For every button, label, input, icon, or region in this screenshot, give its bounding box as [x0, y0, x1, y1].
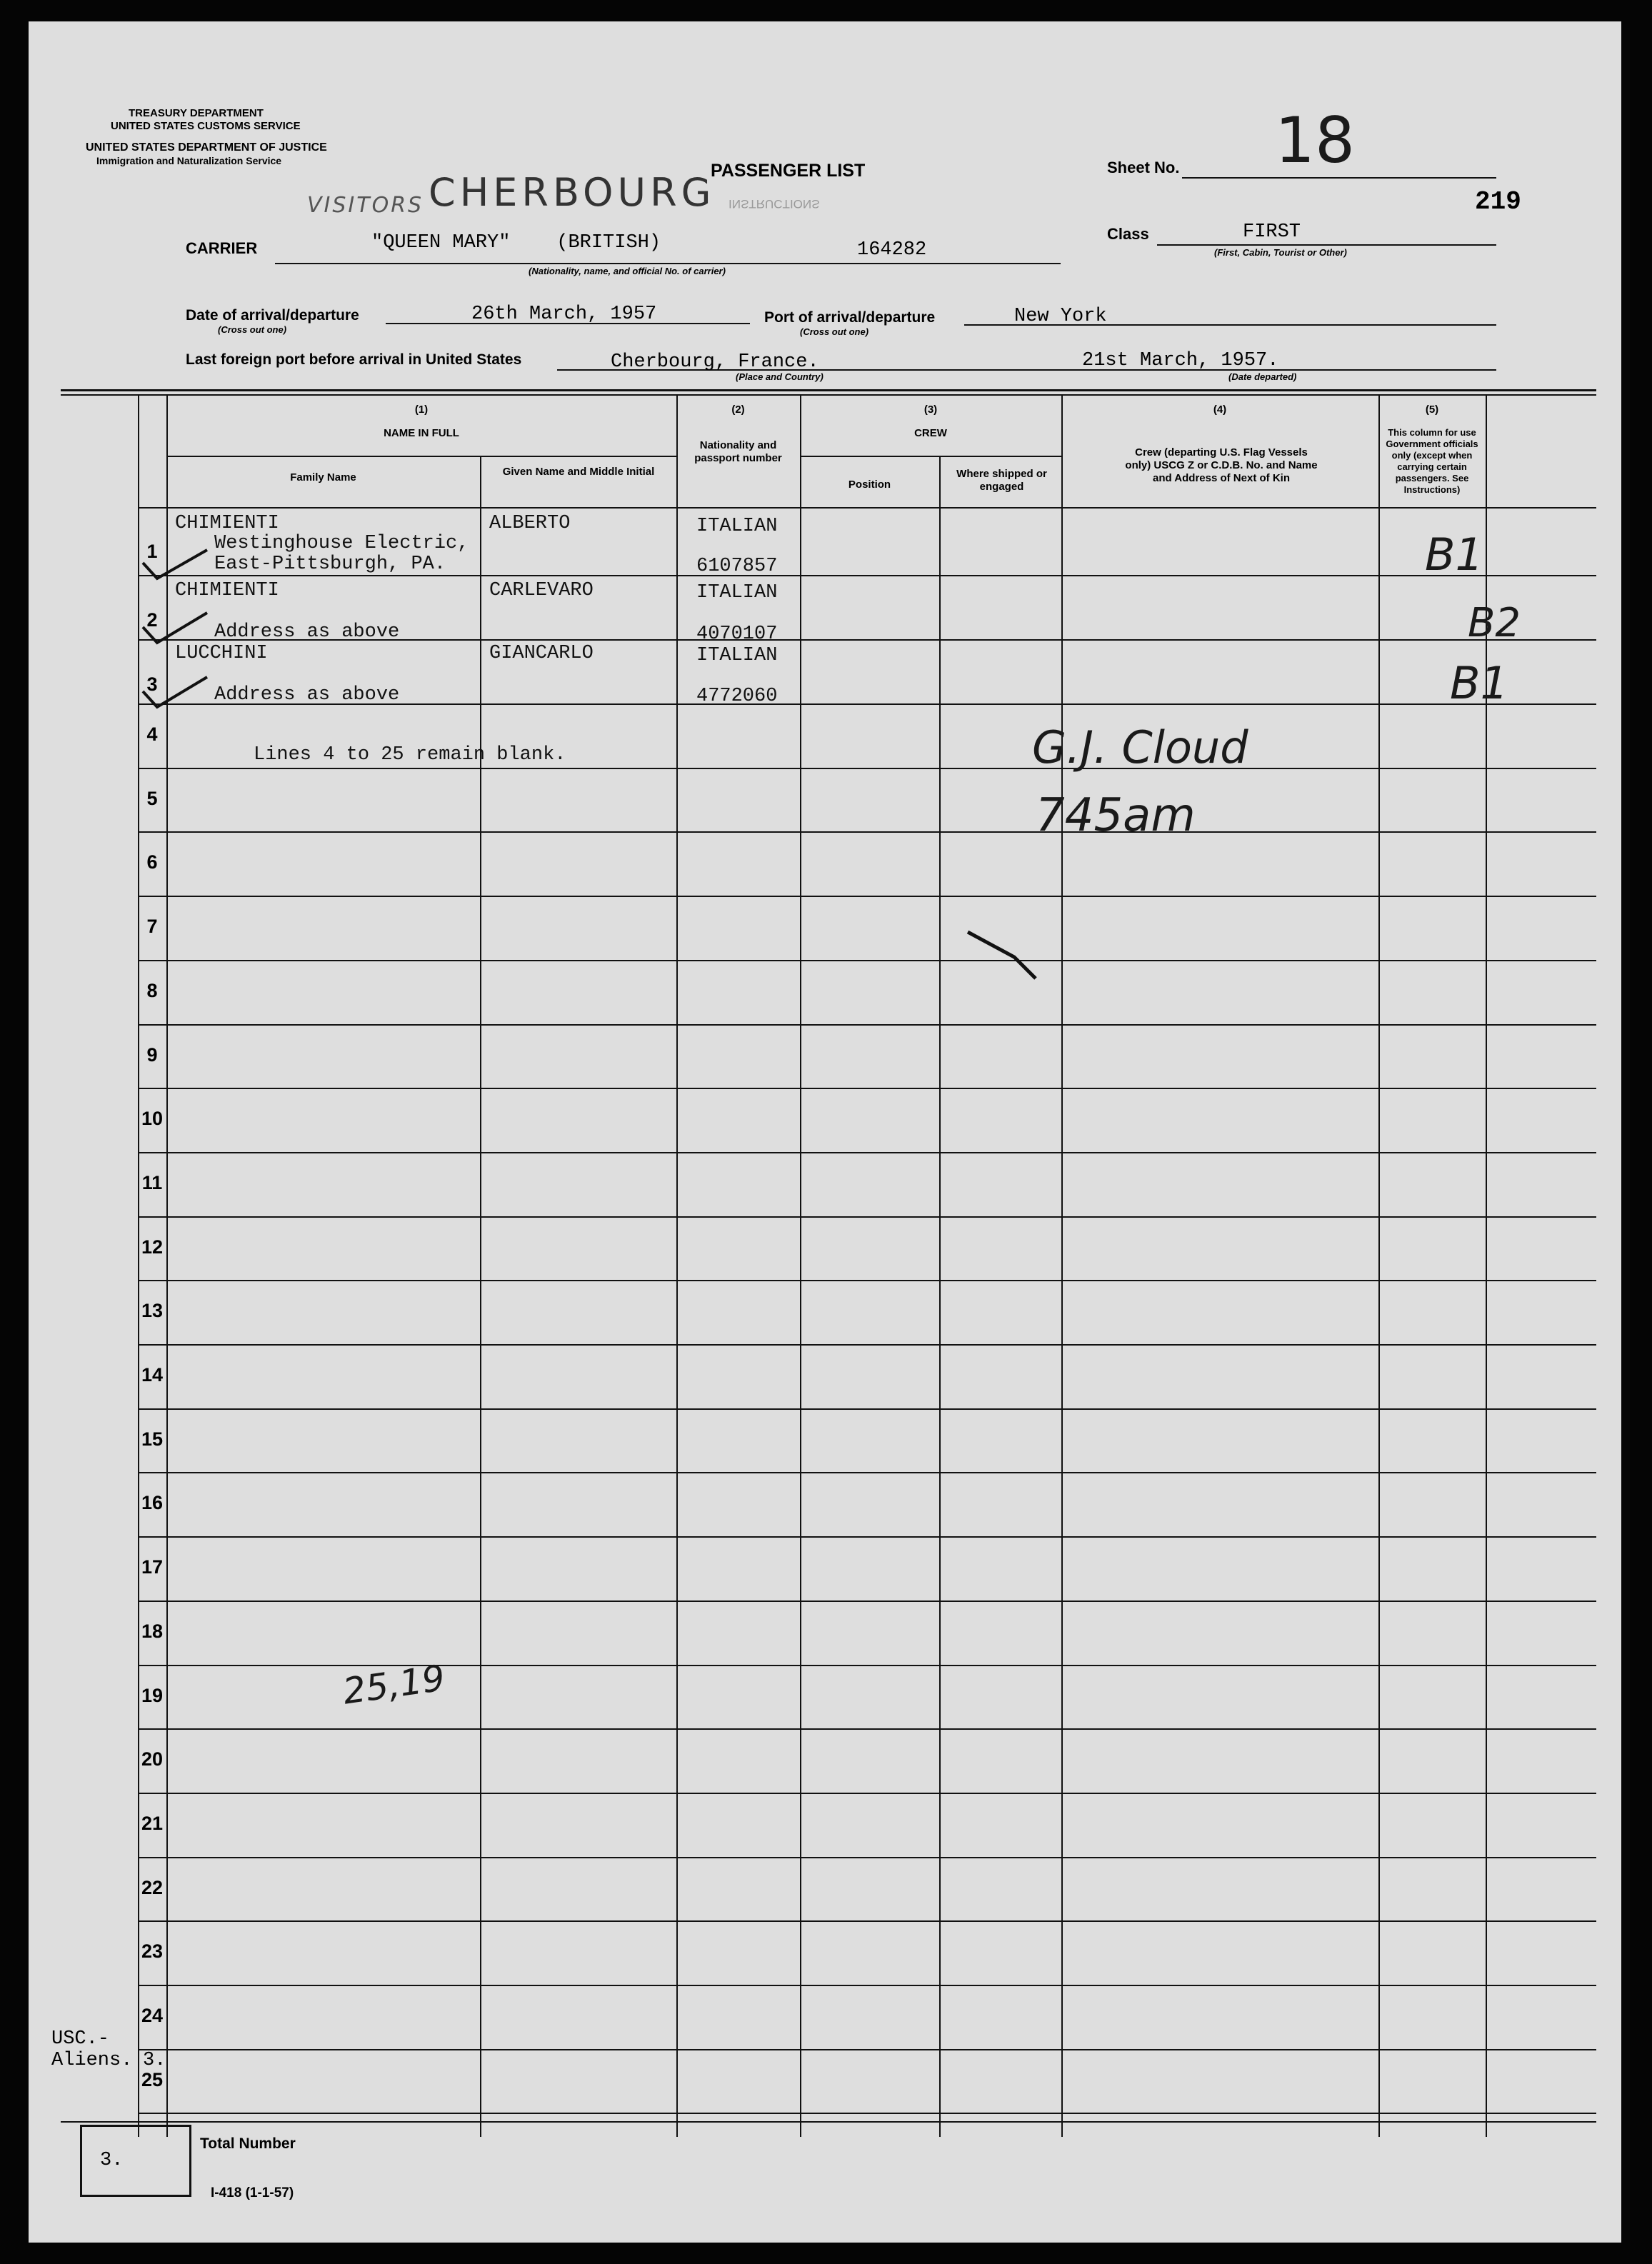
col3-title: CREW — [914, 427, 947, 439]
row-separator — [138, 1280, 1596, 1281]
row-number-21: 21 — [141, 1813, 164, 1834]
row-separator — [138, 1728, 1596, 1730]
aliens-label: Aliens. — [51, 2050, 133, 2071]
row2-given-name: CARLEVARO — [489, 580, 594, 601]
vline-position — [939, 457, 941, 2137]
row3-given-name: GIANCARLO — [489, 643, 594, 664]
row-separator — [138, 1601, 1596, 1602]
date-departed-value: 21st March, 1957. — [1082, 350, 1279, 371]
signature-time: 745am — [1036, 789, 1196, 842]
aliens-count: 3. — [143, 2050, 166, 2071]
row1-family-name: CHIMIENTI — [175, 513, 279, 534]
row-number-1: 1 — [146, 541, 158, 562]
vline-kin — [1378, 394, 1380, 2137]
justice-department-heading: UNITED STATES DEPARTMENT OF JUSTICE — [86, 141, 327, 154]
class-caption: (First, Cabin, Tourist or Other) — [1214, 247, 1347, 258]
margin-handwritten-mark: 25,19 — [340, 1657, 448, 1713]
row-number-8: 8 — [146, 980, 158, 1001]
row1-official-code: B1 — [1425, 529, 1483, 581]
col1-title: NAME IN FULL — [384, 427, 459, 439]
officer-signature: G.J. Cloud — [1032, 721, 1248, 773]
port-label: Port of arrival/departure — [764, 309, 936, 326]
sheet-number-label: Sheet No. — [1107, 159, 1180, 176]
last-port-caption: (Place and Country) — [736, 371, 824, 382]
col1-number: (1) — [414, 404, 429, 416]
carrier-value: "QUEEN MARY" (BRITISH) — [371, 232, 661, 254]
row-separator — [138, 1472, 1596, 1473]
row-separator — [138, 1793, 1596, 1794]
vline-right — [1486, 394, 1487, 2137]
row-number-11: 11 — [141, 1172, 163, 1193]
row-number-18: 18 — [141, 1621, 164, 1642]
sheet-number-line — [1182, 177, 1496, 179]
customs-service-heading: UNITED STATES CUSTOMS SERVICE — [111, 120, 301, 132]
blank-lines-note: Lines 4 to 25 remain blank. — [254, 744, 566, 766]
class-value: FIRST — [1243, 221, 1301, 243]
arrival-cross-out-caption: (Cross out one) — [218, 324, 287, 335]
row1-nationality: ITALIAN — [696, 516, 778, 537]
table-top-rule-2 — [61, 394, 1596, 396]
port-cross-out-caption: (Cross out one) — [800, 326, 869, 337]
col5-title: This column for use Government officials only (except when carrying certain passengers. See Instructions) — [1386, 427, 1478, 495]
row-separator — [138, 1408, 1596, 1410]
row-separator — [138, 1344, 1596, 1346]
row-separator — [138, 1024, 1596, 1026]
pen-stroke-mark — [964, 928, 1050, 986]
row-number-6: 6 — [146, 851, 158, 873]
given-name-heading: Given Name and Middle Initial — [502, 466, 655, 478]
row-number-25: 25 — [141, 2069, 164, 2090]
sheet-number-value: 18 — [1275, 104, 1355, 177]
row1-passport: 6107857 — [696, 556, 778, 577]
row-number-9: 9 — [146, 1044, 158, 1066]
col2-title: Nationality and passport number — [694, 439, 782, 464]
row-number-24: 24 — [141, 2005, 164, 2026]
carrier-number: 164282 — [857, 239, 927, 261]
row3-check-mark — [143, 677, 207, 707]
table-bottom-rule — [61, 2121, 1596, 2123]
vline-name — [676, 394, 678, 2137]
row-separator — [138, 1152, 1596, 1153]
row-number-14: 14 — [141, 1364, 164, 1386]
col2-number: (2) — [731, 404, 745, 416]
row-separator — [138, 896, 1596, 897]
row-number-16: 16 — [141, 1492, 164, 1513]
row-number-19: 19 — [141, 1685, 164, 1706]
row-number-23: 23 — [141, 1940, 164, 1962]
immigration-service-heading: Immigration and Naturalization Service — [96, 155, 282, 166]
crew-subheader-rule — [800, 456, 1061, 457]
last-port-label: Last foreign port before arrival in United States — [186, 351, 522, 368]
row2-nationality: ITALIAN — [696, 582, 778, 603]
row1-check-mark — [143, 550, 207, 578]
handwritten-visitors: VISITORS — [307, 193, 424, 218]
col4-number: (4) — [1213, 404, 1227, 416]
row-number-10: 10 — [141, 1108, 164, 1129]
port-value: New York — [1014, 306, 1107, 327]
last-port-value: Cherbourg, France. — [611, 351, 819, 373]
row1-given-name: ALBERTO — [489, 513, 571, 534]
row-separator — [138, 1920, 1596, 1922]
row-separator — [138, 1665, 1596, 1666]
total-number-value: 3. — [100, 2150, 124, 2171]
page-number: 219 — [1475, 187, 1521, 216]
class-line — [1157, 244, 1496, 246]
row-number-2: 2 — [146, 609, 158, 631]
row-check-marks — [129, 514, 229, 728]
row3-nationality: ITALIAN — [696, 645, 778, 666]
date-departed-caption: (Date departed) — [1228, 371, 1297, 382]
row-number-4: 4 — [146, 723, 158, 745]
row-number-22: 22 — [141, 1877, 164, 1898]
usc-label: USC.- — [51, 2028, 110, 2050]
row-separator — [138, 507, 1596, 509]
row-number-12: 12 — [141, 1236, 164, 1258]
row-separator — [138, 2049, 1596, 2050]
table-top-rule — [61, 389, 1596, 391]
arrival-value: 26th March, 1957 — [471, 304, 657, 325]
row3-address: Address as above — [214, 684, 400, 706]
arrival-label: Date of arrival/departure — [186, 307, 359, 324]
row-separator — [138, 2113, 1596, 2114]
form-number: I-418 (1-1-57) — [211, 2185, 294, 2200]
row-separator — [138, 960, 1596, 961]
row-number-20: 20 — [141, 1748, 164, 1770]
row2-check-mark — [143, 613, 207, 643]
position-heading: Position — [848, 479, 891, 491]
carrier-label: CARRIER — [186, 239, 258, 257]
row-separator — [138, 1985, 1596, 1986]
instructions-bleedthrough: INSTRUCTIONS — [729, 197, 820, 211]
row2-passport: 4070107 — [696, 623, 778, 645]
vline-crew — [1061, 394, 1063, 2137]
name-subheader-rule — [166, 456, 676, 457]
row-separator — [138, 768, 1596, 769]
row-number-7: 7 — [146, 916, 158, 937]
row2-address: Address as above — [214, 621, 400, 643]
row2-family-name: CHIMIENTI — [175, 580, 279, 601]
row-separator — [138, 1088, 1596, 1089]
row-separator — [138, 1857, 1596, 1858]
row3-passport: 4772060 — [696, 686, 778, 707]
total-number-box — [80, 2125, 191, 2197]
family-name-heading: Family Name — [290, 471, 356, 484]
carrier-caption: (Nationality, name, and official No. of carrier) — [529, 266, 726, 276]
row-separator — [138, 831, 1596, 833]
row-separator — [138, 1216, 1596, 1218]
vline-family — [480, 457, 481, 2137]
carrier-line — [275, 263, 1061, 264]
total-number-label: Total Number — [200, 2135, 296, 2152]
row-number-3: 3 — [146, 673, 158, 695]
col4-title: Crew (departing U.S. Flag Vessels only) USCG Z or C.D.B. No. and Name and Address of Next of Kin — [1125, 446, 1318, 484]
row1-address-line2: East-Pittsburgh, PA. — [214, 554, 446, 575]
handwritten-port: CHERBOURG — [429, 170, 716, 215]
row-separator — [138, 1536, 1596, 1538]
row-number-13: 13 — [141, 1300, 164, 1321]
vline-nationality — [800, 394, 801, 2137]
col5-number: (5) — [1425, 404, 1439, 416]
row-number-17: 17 — [141, 1556, 164, 1578]
row-separator — [138, 575, 1596, 576]
form-title: PASSENGER LIST — [711, 161, 866, 181]
passenger-list-sheet — [29, 21, 1621, 2243]
where-shipped-heading: Where shipped or engaged — [956, 468, 1047, 493]
treasury-department-heading: TREASURY DEPARTMENT — [129, 107, 264, 119]
row-number-5: 5 — [146, 788, 158, 809]
class-label: Class — [1107, 225, 1149, 243]
col3-number: (3) — [923, 404, 938, 416]
row-number-15: 15 — [141, 1428, 164, 1450]
row2-official-code: B2 — [1468, 600, 1521, 646]
row3-official-code: B1 — [1450, 657, 1508, 709]
row3-family-name: LUCCHINI — [175, 643, 268, 664]
row1-address-line1: Westinghouse Electric, — [214, 533, 469, 554]
